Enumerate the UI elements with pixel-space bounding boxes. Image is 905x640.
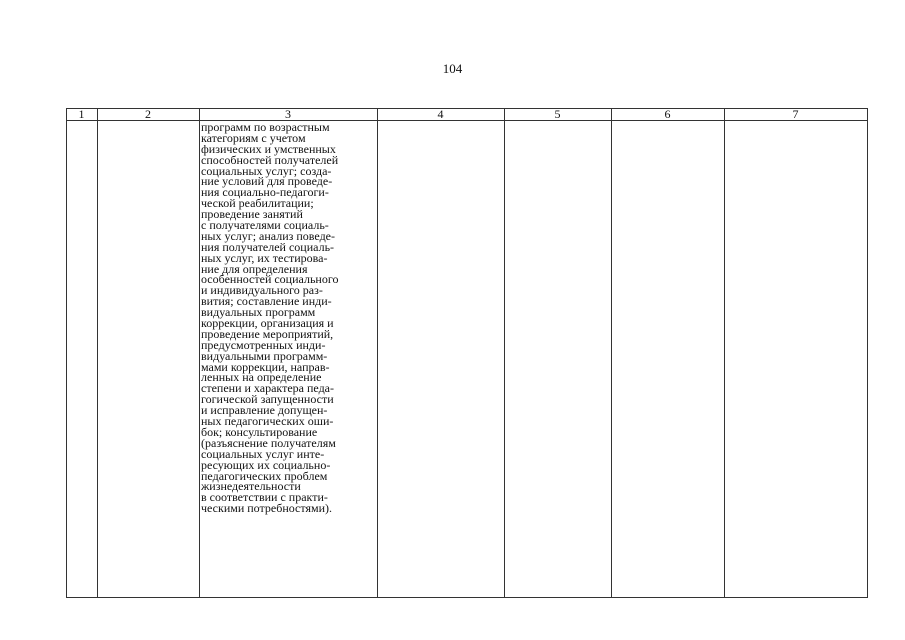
column-border (504, 108, 505, 598)
cell-text-line: ленных на определение (201, 370, 322, 385)
column-border (377, 108, 378, 598)
page-number: 104 (442, 61, 463, 76)
cell-text-line: способностей получателей (201, 152, 339, 167)
column-header-1: 1 (78, 107, 85, 121)
cell-text-line: ных педагогических оши- (201, 414, 334, 429)
data-table (66, 108, 868, 598)
column-border (867, 108, 868, 598)
cell-text-line: видуальных программ (201, 305, 316, 320)
column-border (97, 108, 98, 598)
column-header-4: 4 (437, 107, 444, 121)
cell-text-line: социальных услуг инте- (201, 446, 325, 461)
cell-text-line: физических и умственных (201, 141, 336, 156)
cell-text-line: бок; консультирование (201, 424, 318, 439)
column-header-2: 2 (145, 107, 151, 121)
cell-text-line: ных услуг; анализ поведе- (201, 228, 335, 243)
cell-text-line: особенностей социального (201, 272, 339, 287)
cell-text-line: ния социально-педагоги- (201, 185, 329, 200)
cell-text-line: в соответствии с практи- (201, 490, 328, 505)
cell-text-line: коррекции, организация и (201, 316, 334, 331)
cell-text-line: проведение занятий (201, 207, 303, 222)
cell-text-line: ресующих их социально- (201, 457, 331, 472)
column-header-5: 5 (554, 107, 561, 121)
cell-text-line: категориям с учетом (201, 130, 306, 145)
column-border (199, 108, 200, 598)
table-cell-column-3 (201, 122, 377, 514)
cell-text-line: программ по возрастным (201, 120, 330, 134)
cell-text-line: педагогических проблем (201, 468, 328, 483)
cell-text-line: социальных услуг; созда- (201, 163, 332, 178)
cell-text-line: гогической запущенности (201, 392, 334, 407)
cell-text-line: предусмотренных инди- (201, 337, 326, 352)
cell-text-line: проведение мероприятий, (201, 326, 334, 341)
column-border (724, 108, 725, 598)
column-header-6: 6 (664, 107, 671, 121)
cell-text-line: видуальными программ- (201, 348, 328, 363)
column-header-7: 7 (792, 107, 799, 121)
cell-text-line: ческой реабилитации; (201, 196, 314, 211)
column-header-3: 3 (285, 107, 291, 121)
cell-text-line: жизнедеятельности (201, 479, 301, 494)
header-row-border (66, 120, 868, 121)
cell-text-line: с получателями социаль- (201, 218, 329, 233)
cell-text-line: и индивидуального раз- (201, 283, 323, 298)
cell-text-line: ных услуг, их тестирова- (201, 250, 328, 265)
cell-text-line: мами коррекции, направ- (201, 359, 330, 374)
cell-text-line: ние для определения (201, 261, 308, 276)
cell-text-line: степени и характера педа- (201, 381, 334, 396)
cell-text-line: ние условий для проведе- (201, 174, 333, 189)
cell-text-line: и исправление допущен- (201, 403, 328, 418)
cell-text-line: (разъяснение получателям (201, 435, 336, 450)
table-bottom-border (66, 597, 868, 598)
cell-text-line: ния получателей социаль- (201, 239, 335, 254)
cell-text-line: ческими потребностями). (201, 501, 333, 516)
column-border (66, 108, 67, 598)
column-border (611, 108, 612, 598)
cell-text-line: вития; составление инди- (201, 294, 332, 309)
